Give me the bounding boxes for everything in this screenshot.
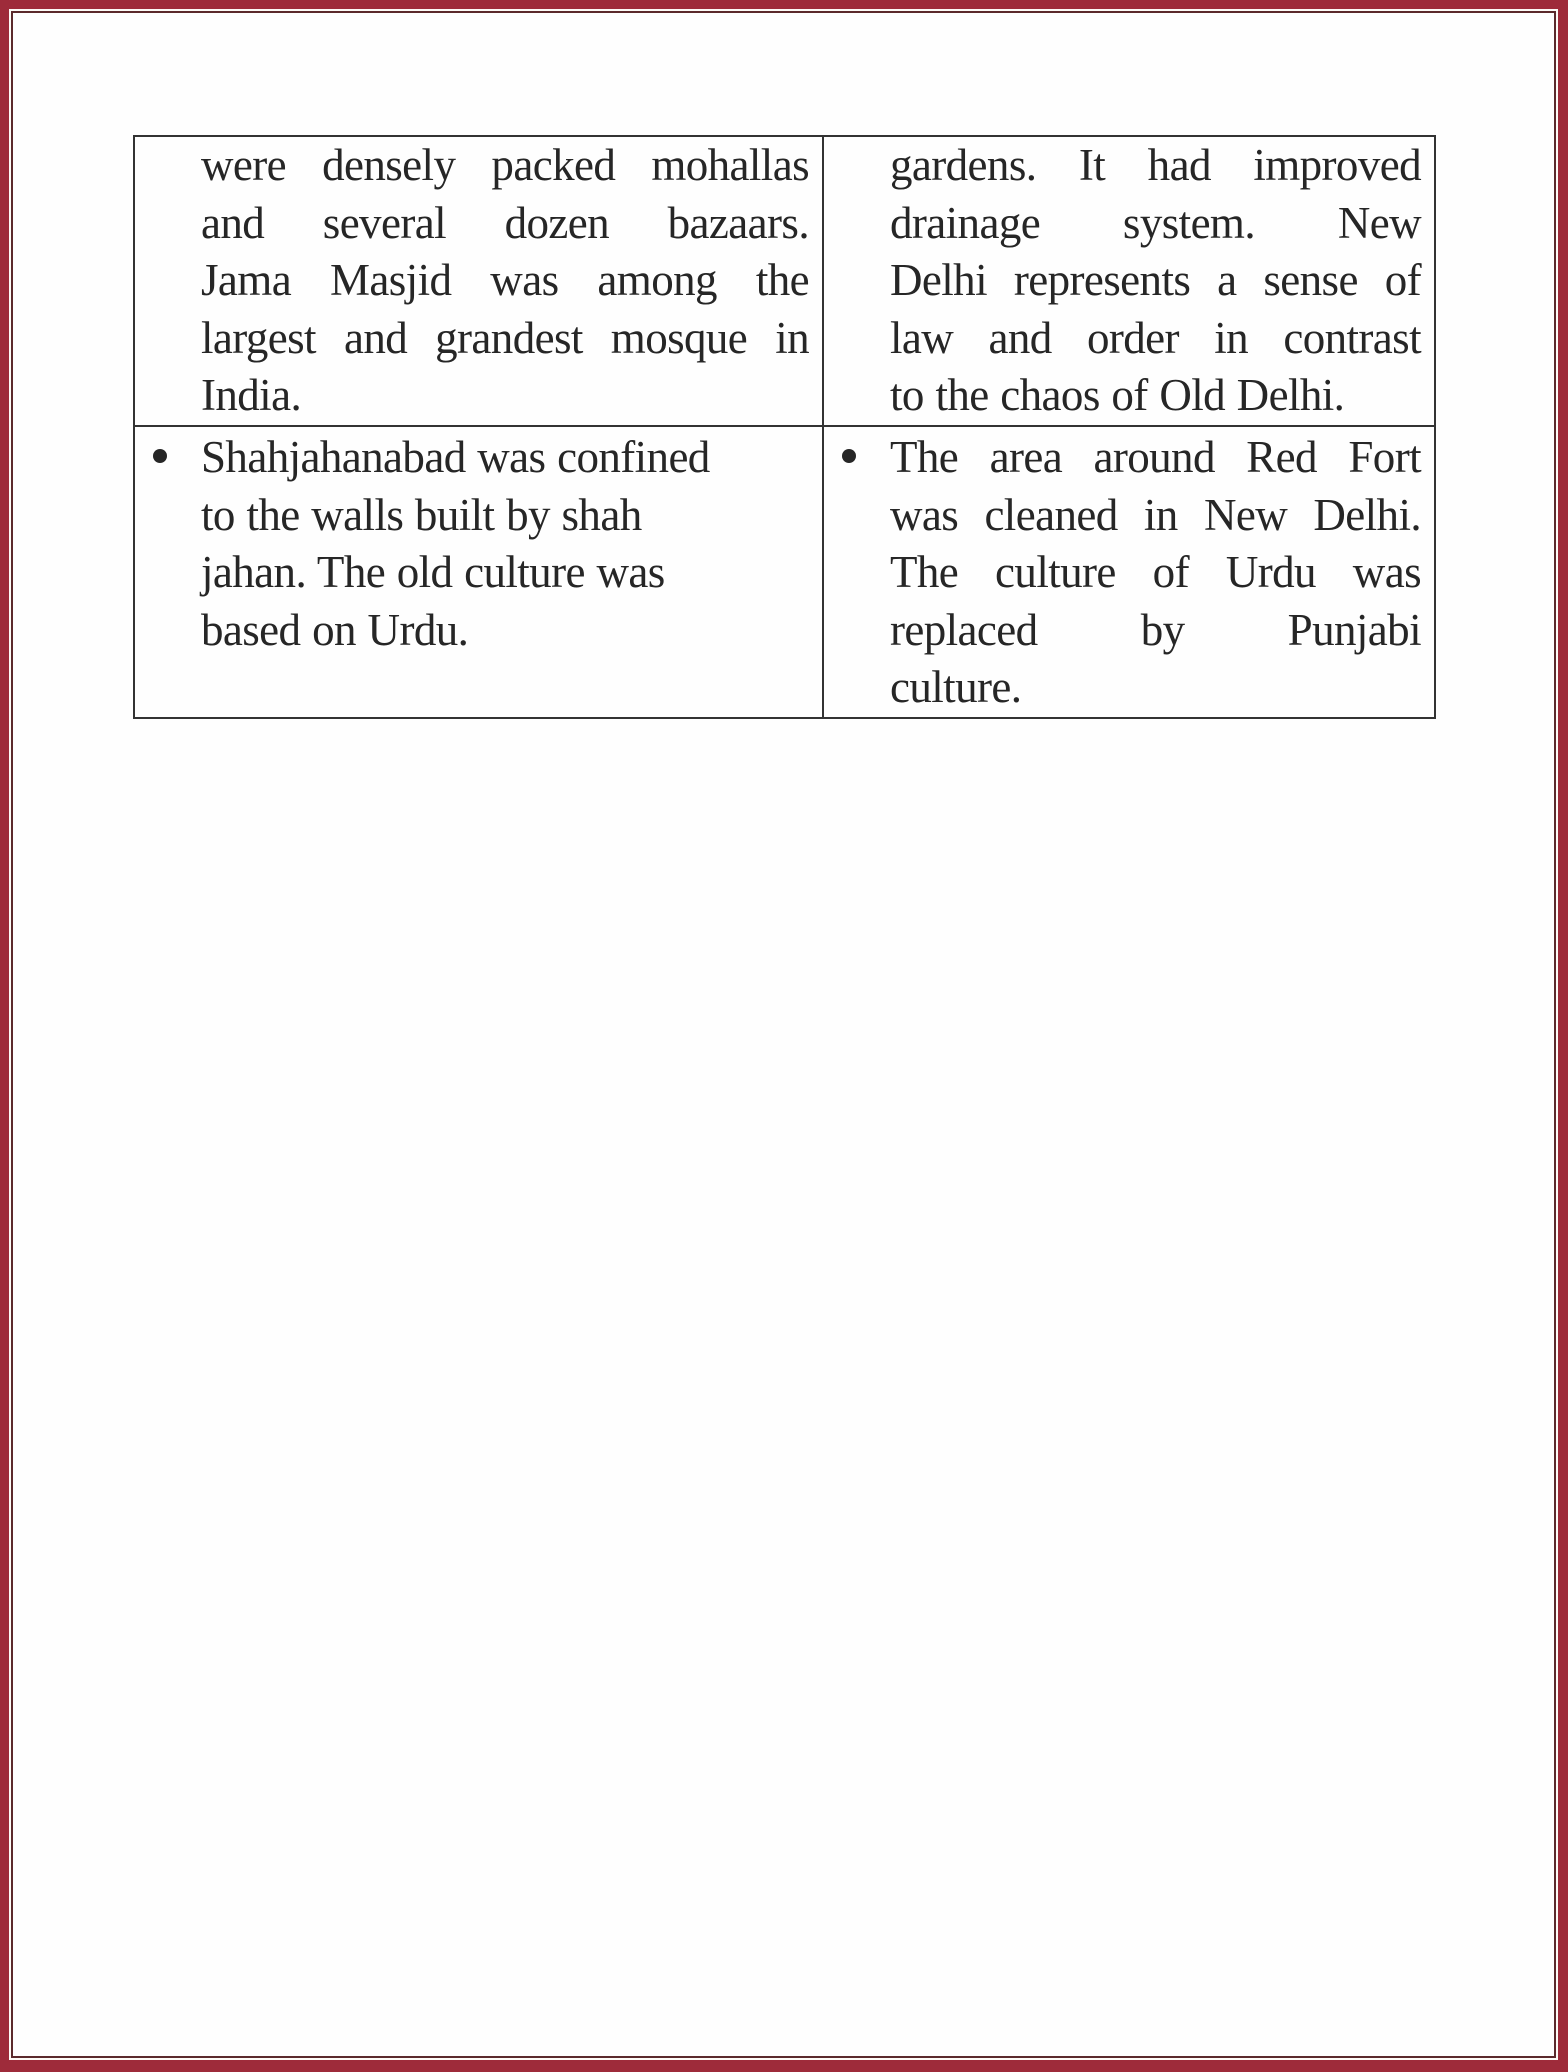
bullet-dot-icon: [153, 449, 167, 463]
table-row: [134, 426, 1435, 718]
text-line: was cleaned in New Delhi.: [890, 489, 1421, 540]
text-line: The culture of Urdu was: [890, 547, 1421, 597]
text-line: Jama Masjid was among the: [201, 255, 809, 305]
comparison-table: [133, 135, 1436, 719]
text-line: based on Urdu.: [201, 604, 469, 655]
bullet-list-item: [201, 427, 809, 659]
table-cell-new-delhi: [823, 426, 1435, 718]
bullet-list-item: [890, 427, 1421, 717]
text-line: drainage system. New: [890, 197, 1421, 248]
text-line: culture.: [890, 662, 1022, 712]
text-line: law and order in contrast: [890, 312, 1421, 363]
text-line: to the walls built by shah: [201, 489, 642, 540]
text-line: India.: [201, 370, 302, 420]
text-line: replaced by Punjabi: [890, 604, 1421, 655]
table-cell-old-delhi: [134, 136, 823, 426]
table-cell-new-delhi: [823, 136, 1435, 426]
text-line: The area around Red Fort: [890, 432, 1421, 482]
text-line: largest and grandest mosque in: [201, 312, 809, 363]
cell-paragraph: [890, 137, 1421, 425]
text-line: jahan. The old culture was: [201, 547, 665, 597]
text-line: gardens. It had improved: [890, 140, 1421, 190]
table-row: [134, 136, 1435, 426]
bullet-dot-icon: [842, 449, 856, 463]
table-cell-old-delhi: [134, 426, 823, 718]
text-line: Shahjahanabad was confined: [201, 432, 710, 482]
text-line: to the chaos of Old Delhi.: [890, 370, 1345, 420]
text-line: Delhi represents a sense of: [890, 255, 1421, 305]
text-line: and several dozen bazaars.: [201, 197, 809, 248]
cell-paragraph: [201, 137, 809, 425]
text-line: were densely packed mohallas: [201, 140, 809, 190]
